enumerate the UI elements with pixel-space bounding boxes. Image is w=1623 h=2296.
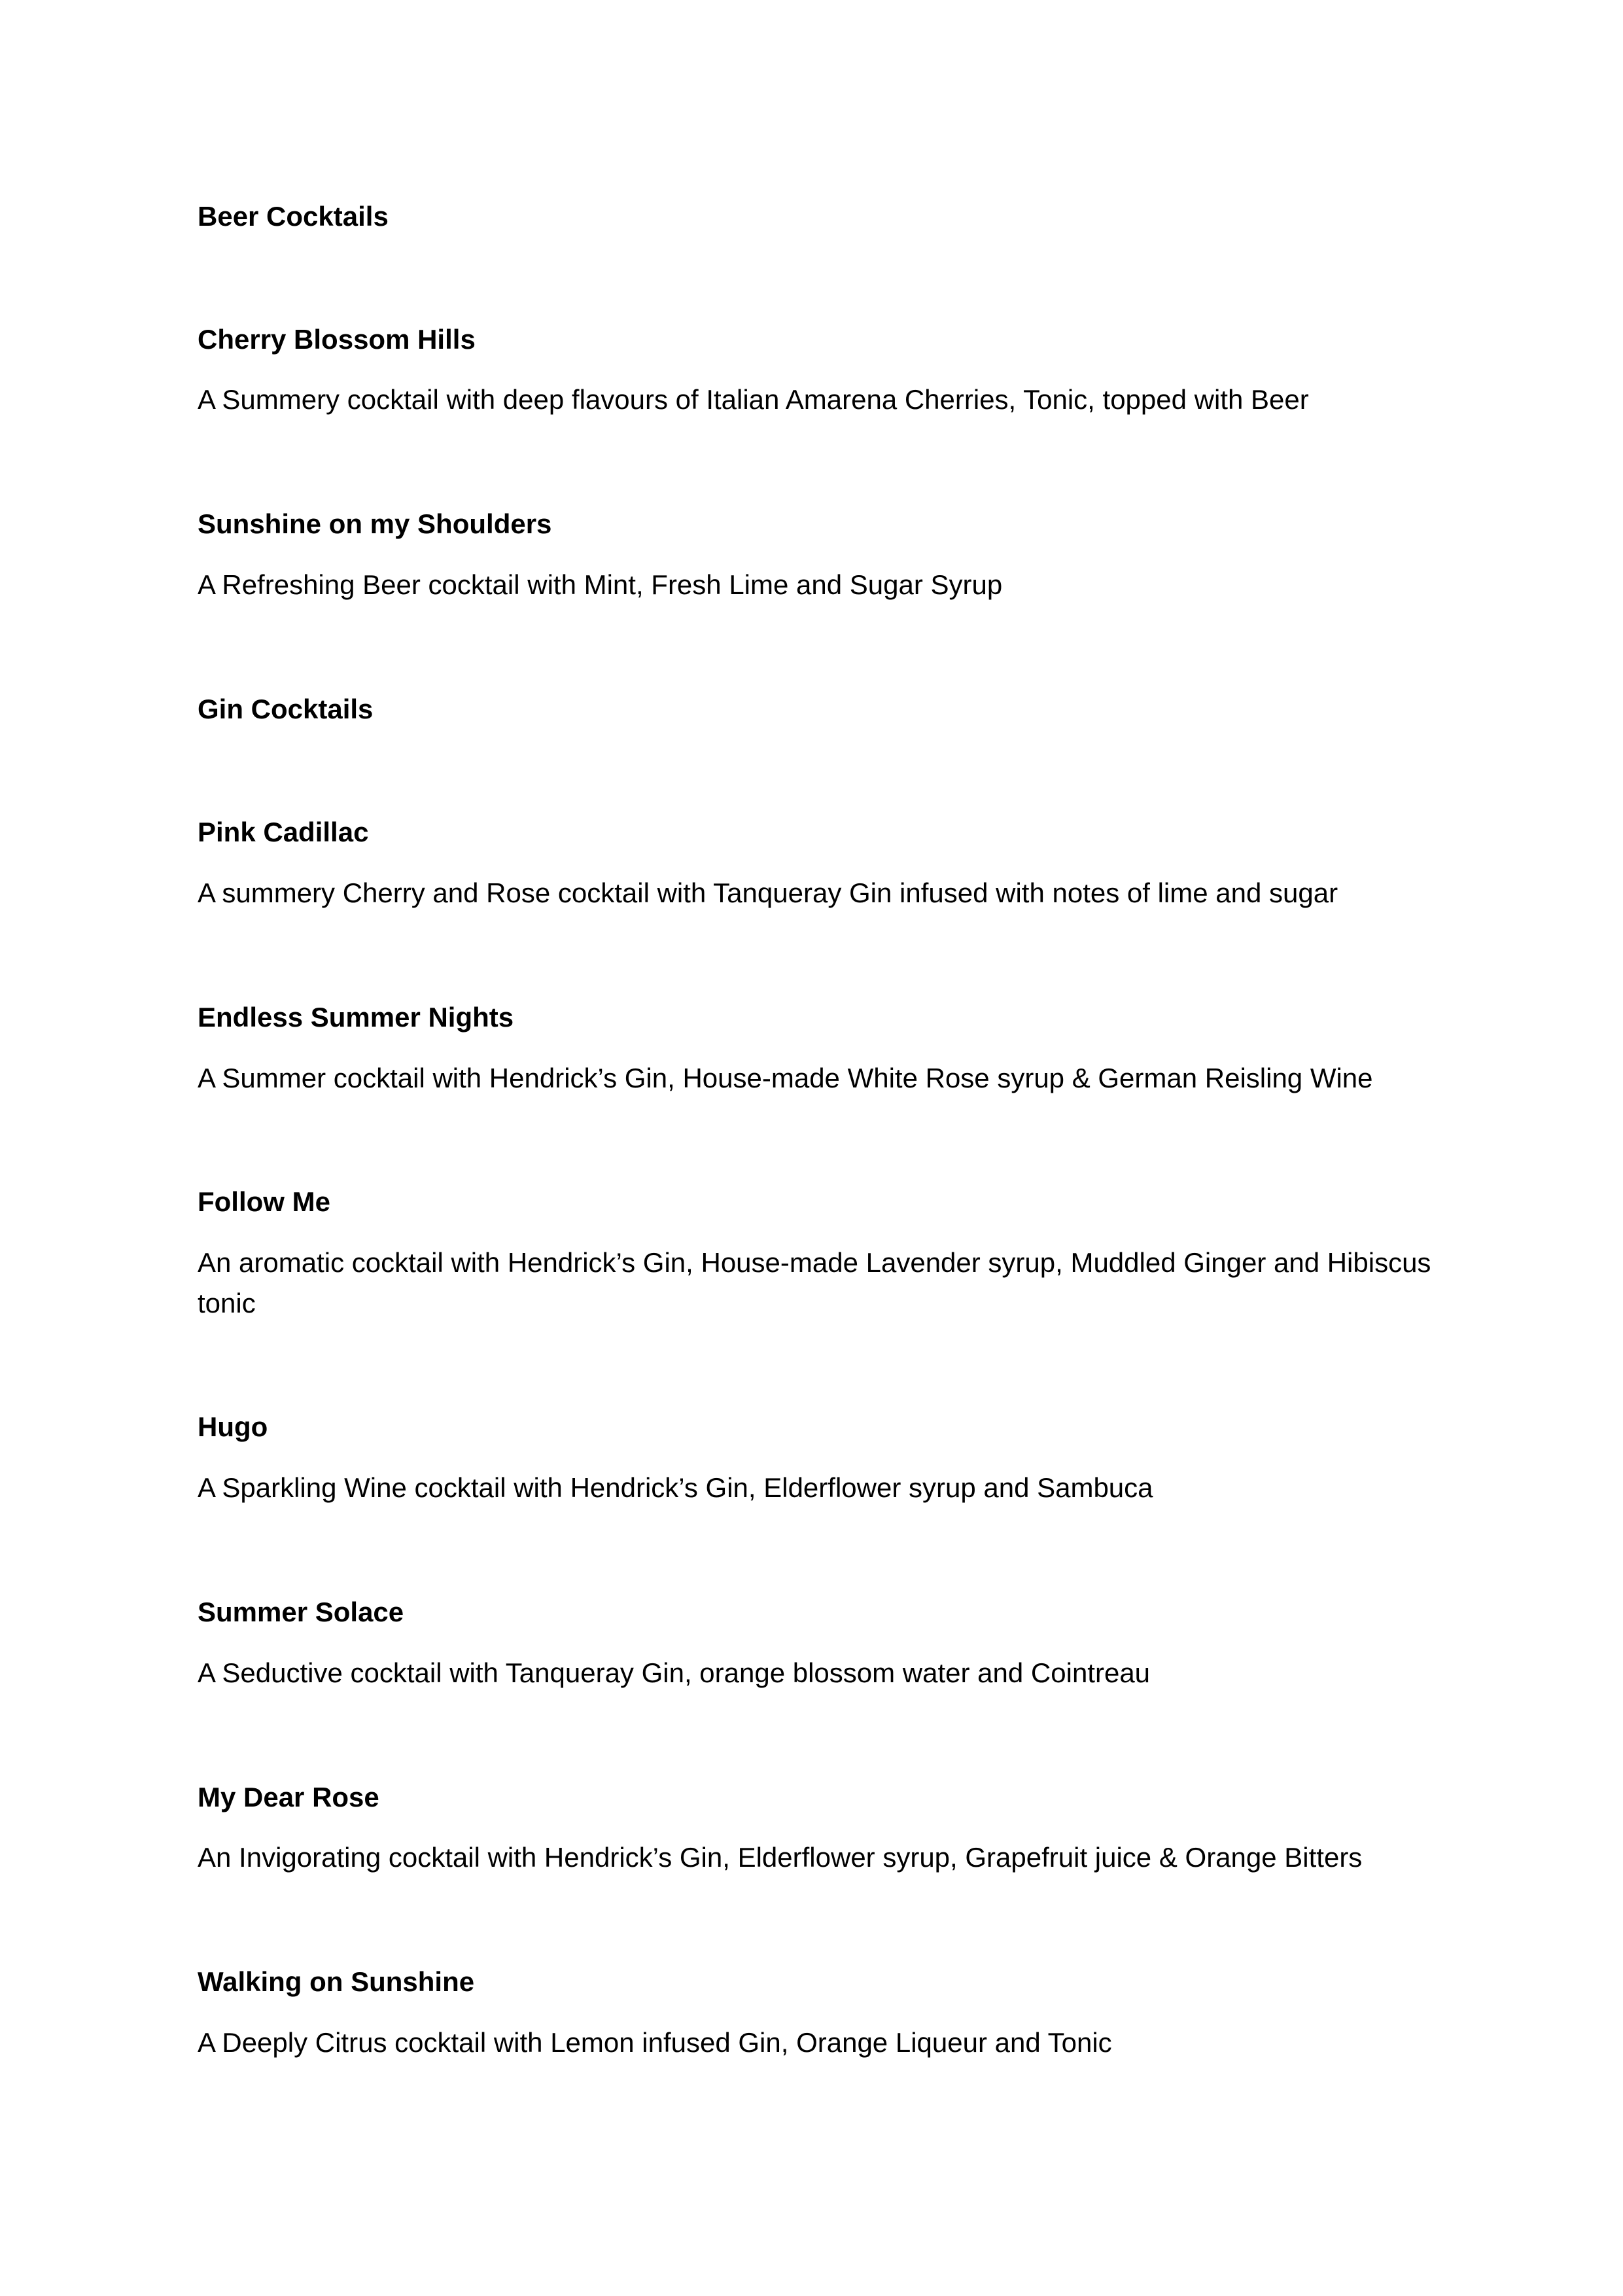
cocktail-name: Sunshine on my Shoulders [198,508,552,539]
cocktail-name: Hugo [198,1411,268,1442]
cocktail-name: Pink Cadillac [198,817,369,847]
section-heading-gin-cocktails: Gin Cocktails [198,694,374,724]
cocktail-name: Walking on Sunshine [198,1966,475,1997]
cocktail-description: An aromatic cocktail with Hendrick’s Gin, House-made Lavender syrup, Muddled Ginger and Hibiscus tonic [198,1247,1431,1318]
cocktail-description: A summery Cherry and Rose cocktail with Tanqueray Gin infused with notes of lime and sugar [198,877,1338,908]
cocktail-name: My Dear Rose [198,1782,379,1812]
cocktail-description: A Refreshing Beer cocktail with Mint, Fresh Lime and Sugar Syrup [198,569,1003,600]
cocktail-description: An Invigorating cocktail with Hendrick’s Gin, Elderflower syrup, Grapefruit juice & Orange Bitters [198,1842,1363,1873]
section-heading-beer-cocktails: Beer Cocktails [198,201,389,232]
cocktail-description: A Summer cocktail with Hendrick’s Gin, House-made White Rose syrup & German Reisling Wine [198,1063,1373,1093]
cocktail-name: Follow Me [198,1186,330,1217]
cocktail-description: A Deeply Citrus cocktail with Lemon infused Gin, Orange Liqueur and Tonic [198,2027,1112,2058]
cocktail-name: Endless Summer Nights [198,1002,514,1033]
cocktail-description: A Summery cocktail with deep flavours of Italian Amarena Cherries, Tonic, topped with Beer [198,384,1309,415]
cocktail-name: Summer Solace [198,1597,404,1627]
cocktail-description: A Sparkling Wine cocktail with Hendrick’s Gin, Elderflower syrup and Sambuca [198,1472,1153,1503]
cocktail-description: A Seductive cocktail with Tanqueray Gin, orange blossom water and Cointreau [198,1657,1151,1688]
cocktail-name: Cherry Blossom Hills [198,324,476,355]
